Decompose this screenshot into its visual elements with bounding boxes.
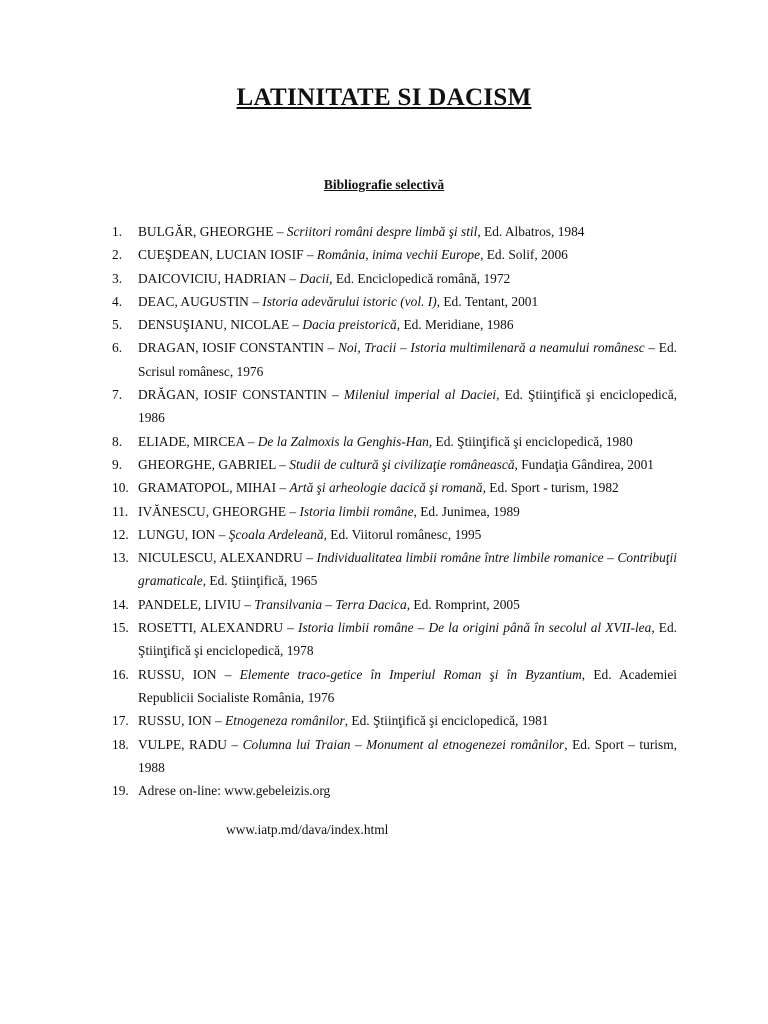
entry-publisher: , Ed. Ştiinţifică şi enciclopedică, 1980 (428, 433, 633, 449)
entry-publisher: – Ed. Scrisul românesc, 1976 (138, 340, 677, 379)
entry-author: PANDELE, LIVIU – (138, 596, 255, 612)
entry-author: RUSSU, ION – (138, 713, 226, 729)
entry-author: VULPE, RADU – (138, 736, 243, 752)
entry-number: 17. (112, 713, 129, 729)
entry-author: DAICOVICIU, HADRIAN – (138, 270, 300, 286)
entry-publisher: , Ed. Romprint, 2005 (406, 596, 520, 612)
entry-author: DRAGAN, IOSIF CONSTANTIN – (138, 340, 338, 356)
bibliography-entry (112, 500, 677, 523)
entry-author: RUSSU, ION – (138, 666, 240, 682)
entry-author: CUEŞDEAN, LUCIAN IOSIF – (138, 247, 317, 263)
entry-author: Adrese on-line: www.gebeleizis.org (138, 783, 331, 799)
entry-publisher: , Ed. Ştiinţifică şi enciclopedică, 1978 (138, 620, 677, 659)
entry-publisher: , Ed. Ştiinţifică şi enciclopedică, 1986 (138, 387, 677, 426)
entry-publisher: , Ed. Academiei Republicii Socialiste România, 1976 (138, 666, 677, 705)
entry-author: NICULESCU, ALEXANDRU – (138, 550, 317, 566)
entry-title: Istoria limbii române (299, 503, 414, 519)
bibliography-entry (112, 546, 677, 593)
entry-number: 2. (112, 247, 123, 263)
bibliography-entry (112, 663, 677, 710)
entry-number: 12. (112, 526, 129, 542)
bibliography-entry (112, 267, 677, 290)
entry-number: 11. (112, 503, 129, 519)
entry-title: România, inima vechii Europe (316, 247, 481, 263)
document-title: LATINITATE SI DACISM (236, 84, 532, 111)
online-address: www.iatp.md/dava/index.html (226, 822, 389, 837)
entry-title: Columna lui Traian – Monument al etnogenezei românilor (242, 736, 565, 752)
entry-title: Dacii (299, 270, 330, 286)
entry-publisher: , Ed. Tentant, 2001 (436, 293, 539, 309)
entry-number: 14. (112, 596, 129, 612)
entry-publisher: , Ed. Ştiinţifică, 1965 (202, 573, 318, 589)
entry-author: BULGĂR, GHEORGHE – (138, 224, 287, 239)
bibliography-entry (112, 313, 677, 336)
entry-author: LUNGU, ION – (138, 526, 229, 542)
entry-publisher: , Ed. Ştiinţifică şi enciclopedică, 1981 (344, 713, 549, 729)
entry-title: Şcoala Ardeleană (228, 526, 324, 542)
entry-number: 13. (112, 550, 129, 566)
entry-publisher: , Ed. Viitorul românesc, 1995 (323, 526, 482, 542)
bibliography-entry (112, 616, 677, 663)
entry-number: 3. (112, 270, 123, 286)
bibliography-entry (112, 290, 677, 313)
entry-title: De la Zalmoxis la Genghis-Han (257, 433, 429, 449)
entry-title: Noi, Tracii – Istoria multimilenară a neamului românesc (337, 340, 645, 356)
entry-number: 7. (112, 387, 123, 403)
bibliography-entry (112, 593, 677, 616)
entry-author: ROSETTI, ALEXANDRU – (138, 620, 298, 636)
bibliography-entry (112, 733, 677, 780)
document-subtitle: Bibliografie selectivă (323, 177, 445, 192)
entry-title: Elemente traco-getice în Imperiul Roman şi în Byzantium (239, 666, 582, 682)
entry-title: Transilvania – Terra Dacica (254, 596, 407, 612)
entry-publisher: , Fundaţia Gândirea, 2001 (514, 456, 654, 472)
entry-title: Istoria adevărului istoric (vol. I) (262, 293, 437, 309)
entry-publisher: , Ed. Solif, 2006 (480, 247, 568, 263)
entry-number: 5. (112, 317, 123, 333)
entry-publisher: , Ed. Meridiane, 1986 (396, 317, 514, 333)
entry-author: ELIADE, MIRCEA – (138, 433, 258, 449)
entry-number: 6. (112, 340, 123, 356)
entry-title: Etnogeneza românilor (225, 713, 345, 729)
entry-number: 19. (112, 783, 129, 799)
entry-title: Studii de cultură şi civilizaţie românească (289, 456, 515, 472)
entry-number: 9. (112, 456, 123, 472)
entry-title: Artă şi arheologie dacică şi romană (289, 480, 483, 496)
entry-title: Istoria limbii române – De la origini până în secolul al XVII-lea (297, 620, 652, 636)
bibliography-entry (112, 709, 677, 732)
entry-number: 10. (112, 480, 129, 496)
bibliography-entry (112, 336, 677, 383)
entry-publisher: , Ed. Enciclopedică română, 1972 (329, 270, 511, 286)
entry-title: Mileniul imperial al Daciei (343, 387, 497, 403)
entry-number: 15. (112, 620, 129, 636)
entry-author: IVĂNESCU, GHEORGHE – (138, 503, 300, 519)
bibliography-entry (112, 523, 677, 546)
bibliography-entry (112, 453, 677, 476)
entry-author: GRAMATOPOL, MIHAI – (138, 480, 290, 496)
entry-author: DRĂGAN, IOSIF CONSTANTIN – (138, 387, 344, 403)
entry-publisher: , Ed. Sport - turism, 1982 (482, 480, 619, 496)
entry-author: GHEORGHE, GABRIEL – (138, 456, 290, 472)
entry-author: DEAC, AUGUSTIN – (138, 293, 263, 309)
entry-title: Scriitori români despre limbă şi stil (286, 224, 478, 239)
entry-publisher: , Ed. Sport – turism, 1988 (138, 736, 677, 775)
entry-publisher: , Ed. Albatros, 1984 (477, 224, 585, 239)
bibliography-entry (112, 779, 677, 802)
entry-title: Individualitatea limbii române între limbile romanice – Contribuţii gramaticale (138, 550, 677, 589)
entry-publisher: , Ed. Junimea, 1989 (413, 503, 520, 519)
bibliography-entry (112, 220, 677, 243)
entry-number: 4. (112, 293, 123, 309)
entry-number: 1. (112, 224, 123, 239)
bibliography-list (112, 220, 677, 802)
bibliography-entry (112, 476, 677, 499)
bibliography-entry (112, 430, 677, 453)
bibliography-entry (112, 383, 677, 430)
entry-number: 16. (112, 666, 129, 682)
bibliography-entry (112, 243, 677, 266)
entry-number: 18. (112, 736, 129, 752)
entry-author: DENSUŞIANU, NICOLAE – (138, 317, 303, 333)
entry-title: Dacia preistorică (302, 317, 397, 333)
entry-number: 8. (112, 433, 123, 449)
